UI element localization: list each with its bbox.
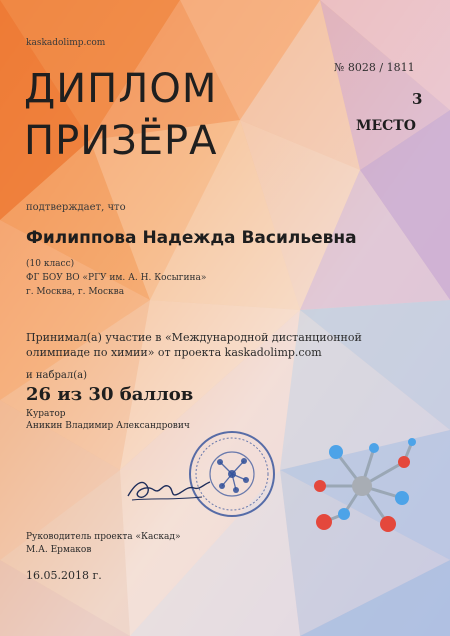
- confirms-text: подтверждает, что: [26, 202, 126, 213]
- project-head-label: Руководитель проекта «Каскад»: [26, 532, 181, 542]
- curator-label: Куратор: [26, 409, 66, 419]
- recipient-school: ФГ БОУ ВО «РГУ им. А. Н. Косыгина»: [26, 273, 207, 283]
- place-number: 3: [412, 90, 423, 108]
- project-head-name: М.А. Ермаков: [26, 545, 92, 555]
- diploma-title: ДИПЛОМ: [24, 66, 218, 112]
- curator-name: Аникин Владимир Александрович: [26, 421, 190, 431]
- scored-label: и набрал(а): [26, 370, 87, 381]
- signature-icon: [124, 470, 214, 510]
- recipient-grade: (10 класс): [26, 259, 75, 269]
- recipient-name: Филиппова Надежда Васильевна: [26, 228, 357, 248]
- molecule-icon: [300, 428, 420, 548]
- recipient-city: г. Москва, г. Москва: [26, 287, 125, 297]
- diploma-subtitle: ПРИЗЁРА: [24, 118, 218, 164]
- site-url: kaskadolimp.com: [26, 38, 106, 48]
- issue-date: 16.05.2018 г.: [26, 569, 102, 582]
- participation-text-line2: олимпиаде по химии» от проекта kaskadolimp.com: [26, 346, 322, 359]
- diploma-number: № 8028 / 1811: [334, 61, 415, 74]
- score-value: 26 из 30 баллов: [26, 384, 194, 405]
- participation-text-line1: Принимал(а) участие в «Международной дистанционной: [26, 331, 362, 344]
- place-label: МЕСТО: [356, 118, 416, 134]
